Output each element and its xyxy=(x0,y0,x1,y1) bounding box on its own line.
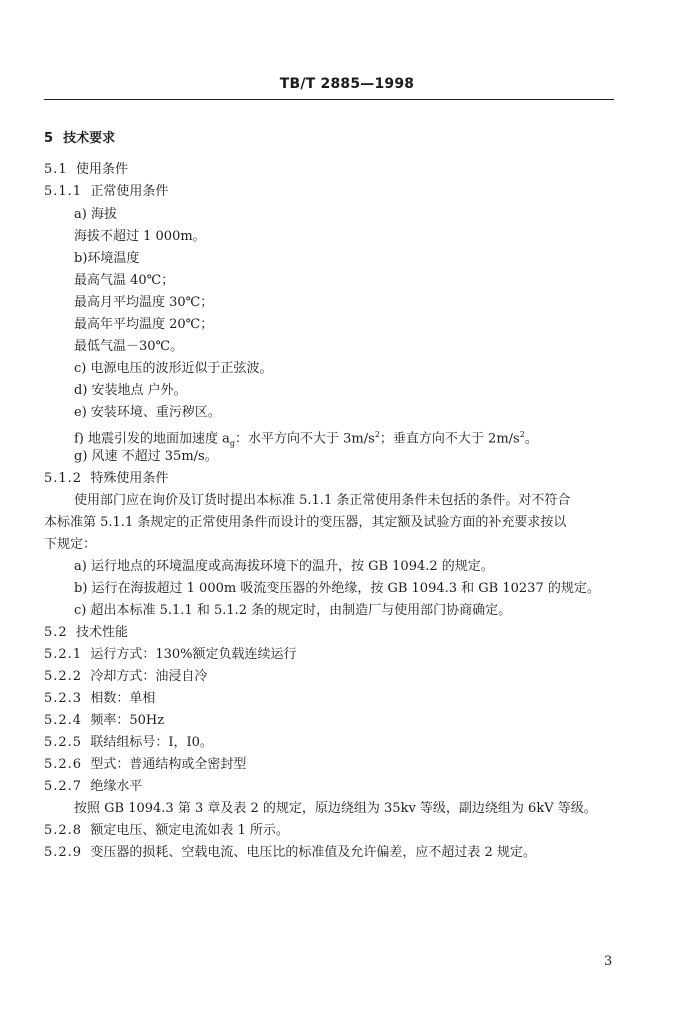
section-5-2-9: 5.2.9 变压器的损耗、空载电流、电压比的标准值及允许偏差，应不超过表 2 规定。 xyxy=(44,845,536,860)
special-conditions-para-line-2: 本标准第 5.1.1 条规定的正常使用条件而设计的变压器，其定额及试验方面的补充要求按以 xyxy=(44,515,567,530)
section-5-2-2: 5.2.2 冷却方式：油浸自冷 xyxy=(44,669,208,684)
page-number: 3 xyxy=(604,954,613,969)
section-5-heading: 5 技术要求 xyxy=(44,131,116,146)
section-5-2-8: 5.2.8 额定电压、额定电流如表 1 所示。 xyxy=(44,823,289,838)
section-5-2-heading: 5.2 技术性能 xyxy=(44,625,128,640)
section-5-2-3: 5.2.3 相数：单相 xyxy=(44,691,156,706)
max-air-temperature: 最高气温 40℃； xyxy=(74,273,175,288)
section-5-1-2-heading: 5.1.2 特殊使用条件 xyxy=(44,471,169,486)
special-conditions-para-line-3: 下规定： xyxy=(44,537,97,552)
section-5-2-7: 5.2.7 绝缘水平 xyxy=(44,779,143,794)
section-5-2-6: 5.2.6 型式：普通结构或全密封型 xyxy=(44,757,247,772)
temperature-label: b)环境温度 xyxy=(74,251,140,266)
altitude-text: 海拔不超过 1 000m。 xyxy=(74,229,206,244)
item-e-install-environment: e) 安装环境、重污秽区。 xyxy=(74,405,221,420)
header-rule xyxy=(44,99,614,100)
item-d-install-location: d) 安装地点 户外。 xyxy=(74,383,187,398)
insulation-level-para: 按照 GB 1094.3 第 3 章及表 2 的规定，原边绕组为 35kv 等级，副边绕组为 6kV 等级。 xyxy=(74,801,597,816)
item-g-wind-speed: g) 风速 不超过 35m/s。 xyxy=(74,449,218,464)
section-5-2-1: 5.2.1 运行方式：130%额定负载连续运行 xyxy=(44,647,297,662)
page-header-title: TB/T 2885—1998 xyxy=(279,76,415,92)
special-conditions-para-line-1: 使用部门应在询价及订货时提出本标准 5.1.1 条正常使用条件未包括的条件。对不符合 xyxy=(74,493,571,508)
max-yearly-temperature: 最高年平均温度 20℃； xyxy=(74,317,214,332)
special-item-b: b) 运行在海拔超过 1 000m 吸流变压器的外绝缘，按 GB 1094.3 和 GB 10237 的规定。 xyxy=(74,581,600,596)
min-air-temperature: 最低气温－30℃。 xyxy=(74,339,184,354)
altitude-label: a) 海拔 xyxy=(74,207,117,222)
section-5-2-5: 5.2.5 联结组标号：I，I0。 xyxy=(44,735,213,750)
special-item-c: c) 超出本标准 5.1.1 和 5.1.2 条的规定时，由制造厂与使用部门协商确定。 xyxy=(74,603,512,618)
item-f-seismic-acceleration: f) 地震引发的地面加速度 $a_g$：水平方向不大于 $3m/s^2$；垂直方向不大于 $2m/s^2$。 xyxy=(74,430,538,448)
section-5-1-1-heading: 5.1.1 正常使用条件 xyxy=(44,184,169,199)
item-c-voltage-waveform: c) 电源电压的波形近似于正弦波。 xyxy=(74,361,273,376)
max-monthly-temperature: 最高月平均温度 30℃； xyxy=(74,295,214,310)
section-5-2-4: 5.2.4 频率：50Hz xyxy=(44,713,165,728)
special-item-a: a) 运行地点的环境温度或高海拔环境下的温升，按 GB 1094.2 的规定。 xyxy=(74,559,494,574)
section-5-1-heading: 5.1 使用条件 xyxy=(44,162,128,177)
